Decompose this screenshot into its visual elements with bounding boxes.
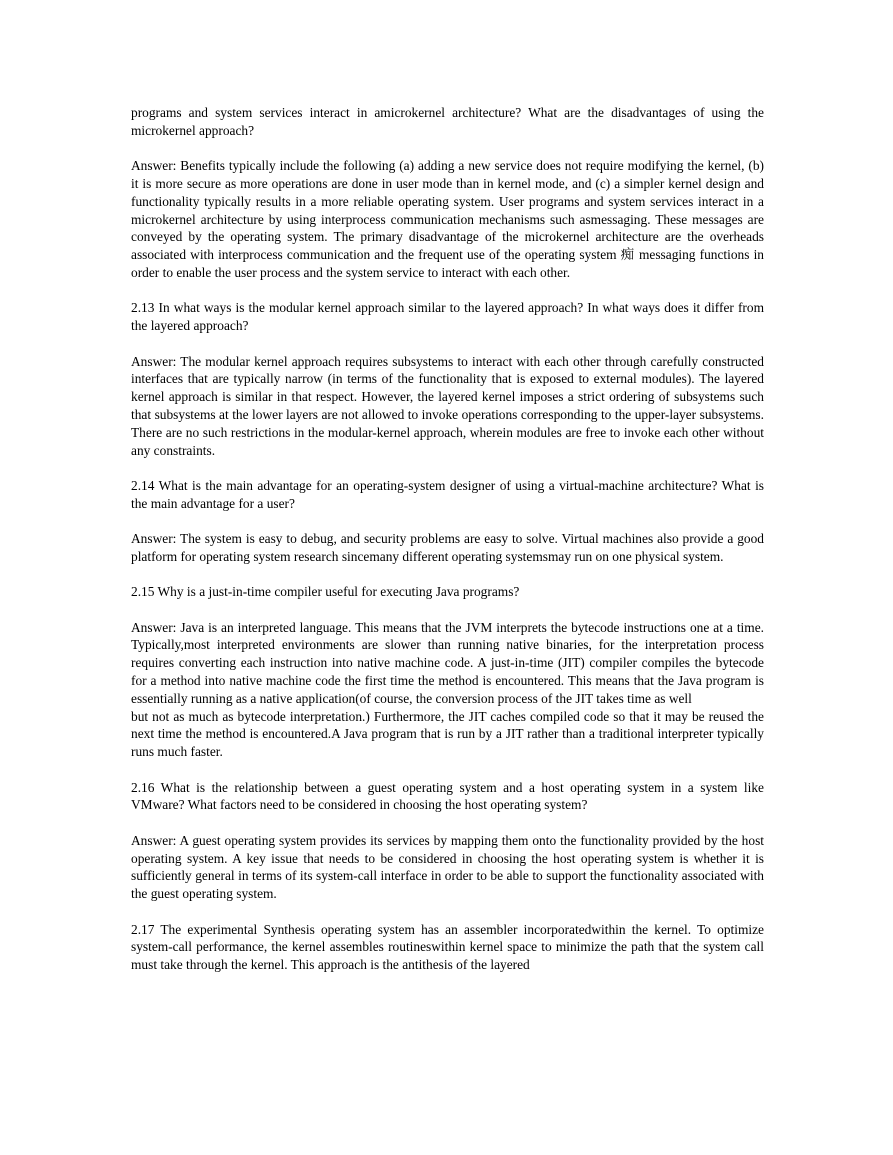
answer-2-15-part-2: but not as much as bytecode interpretation.) Furthermore, the JIT caches compiled code so that it may be reused the next time the method is encountered.A Java program that is run by a JIT rather than a traditional interpreter typically runs much faster. bbox=[131, 708, 764, 760]
answer-2-16: Answer: A guest operating system provides its services by mapping them onto the functionality provided by the host operating system. A key issue that needs to be considered in choosing the host operating system is whether it is sufficiently general in terms of its system-call interface in order to be able to support the functionality associated with the guest operating system. bbox=[131, 832, 764, 902]
question-2-16: 2.16 What is the relationship between a guest operating system and a host operating system in a system like VMware? What factors need to be considered in choosing the host operating system? bbox=[131, 779, 764, 813]
answer-2-14: Answer: The system is easy to debug, and security problems are easy to solve. Virtual machines also provide a good platform for operating system research sincemany different operating systemsmay run on one physical system. bbox=[131, 531, 764, 564]
answer-2-15 bbox=[131, 619, 764, 761]
document-page bbox=[131, 104, 764, 992]
answer-2-12: Answer: Benefits typically include the following (a) adding a new service does not require modifying the kernel, (b) it is more secure as more operations are done in user mode than in kernel mode, and (c) a simpler kernel design and functionality typically results in a more reliable operating system. User programs and system services interact in a microkernel architecture by using interprocess communication mechanisms such asmessaging. These messages are conveyed by the operating system. The primary disadvantage of the microkernel architecture are the overheads associated with interprocess communication and the frequent use of the operating system 痴 messaging functions in order to enable the user process and the system service to interact with each other. bbox=[131, 158, 764, 280]
answer-2-13: Answer: The modular kernel approach requires subsystems to interact with each other through carefully constructed interfaces that are typically narrow (in terms of the functionality that is exposed to external modules). The layered kernel approach is similar in that respect. However, the layered kernel imposes a strict ordering of subsystems such that subsystems at the lower layers are not allowed to invoke operations corresponding to the upper-layer subsystems. There are no such restrictions in the modular-kernel approach, wherein modules are free to invoke each other without any constraints. bbox=[131, 353, 764, 458]
question-2-15: 2.15 Why is a just-in-time compiler useful for executing Java programs? bbox=[131, 584, 520, 600]
question-2-17: 2.17 The experimental Synthesis operating system has an assembler incorporatedwithin the kernel. To optimize system-call performance, the kernel assembles routineswithin kernel space to minimize the path that the system call must take through the kernel. This approach is the antithesis of the layered bbox=[131, 921, 764, 973]
question-2-12-continuation: programs and system services interact in amicrokernel architecture? What are the disadvantages of using the microkernel approach? bbox=[131, 105, 764, 138]
question-2-14: 2.14 What is the main advantage for an operating-system designer of using a virtual-machine architecture? What is the main advantage for a user? bbox=[131, 477, 764, 511]
question-2-13: 2.13 In what ways is the modular kernel approach similar to the layered approach? In what ways does it differ from the layered approach? bbox=[131, 300, 764, 334]
answer-2-15-part-1: Answer: Java is an interpreted language. This means that the JVM interprets the bytecode instructions one at a time. Typically,most interpreted environments are slower than running native binaries, for the interpretation process requires converting each instruction into native machine code. A just-in-time (JIT) compiler compiles the bytecode for a method into native machine code the first time the method is encountered. This means that the Java program is essentially running as a native application(of course, the conversion process of the JIT takes time as well bbox=[131, 619, 764, 706]
